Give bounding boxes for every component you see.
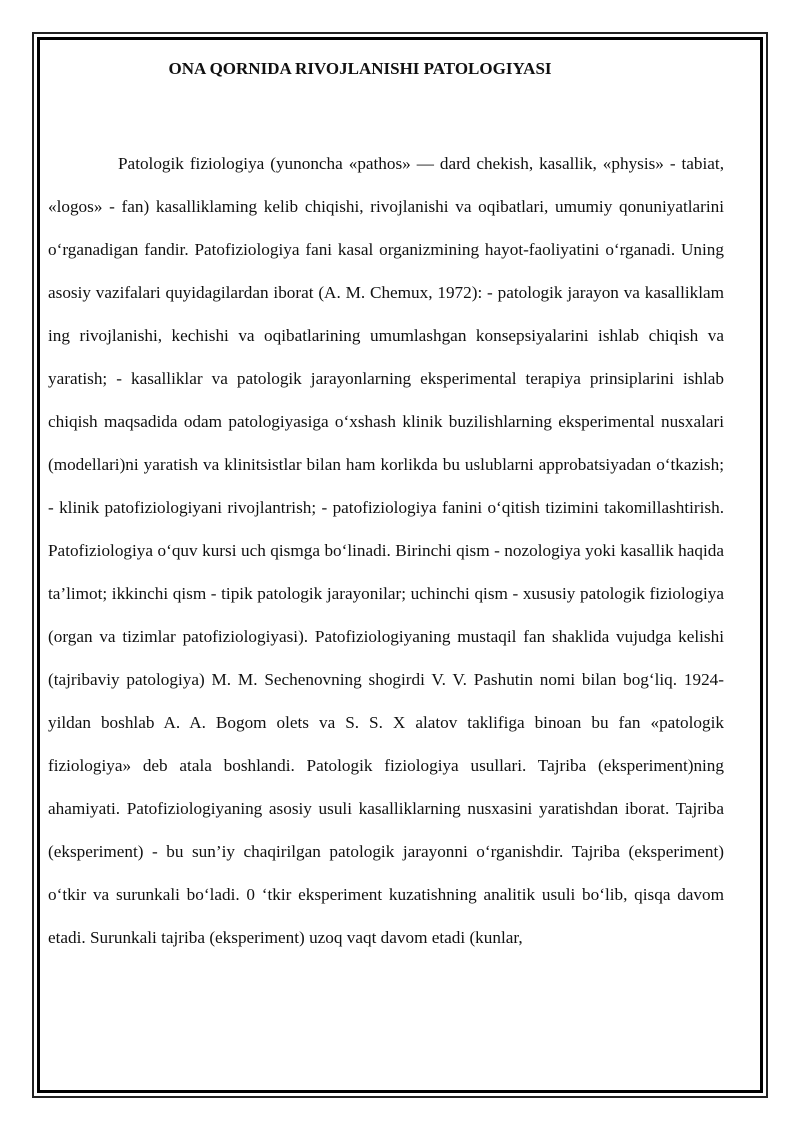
document-content [48,56,724,959]
document-title: ONA QORNIDA RIVOJLANISHI PATOLOGIYASI [168,59,552,78]
document-body-paragraph: Patologik fiziologiya (yunoncha «pathos» — dard chekish, kasallik, «physis» - tabiat, «logos» - fan) kasalliklaming kelib chiqishi, rivojlanishi va oqibatlari, umumiy qonuniyatlarini o‘rganadigan fandir. Patofiziologiya fani kasal organizmining hayot-faoliyatini o‘rganadi. Uning asosiy vazifalari quyidagilardan iborat (A. M. Chemux, 1972): - patologik jarayon va kasalliklam ing rivojlanishi, kechishi va oqibatlarining umumlashgan konsepsiyalarini ishlab chiqish va yaratish; - kasalliklar va patologik jarayonlarning eksperimental terapiya prinsiplarini ishlab chiqish maqsadida odam patologiyasiga o‘xshash klinik buzilishlarning eksperimental nusxalari (modellari)ni yaratish va klinitsistlar bilan ham korlikda bu uslublarni approbatsiyadan o‘tkazish; - klinik patofiziologiyani rivojlantrish; - patofiziologiya fanini o‘qitish tizimini takomillashtirish. Patofiziologiya o‘quv kursi uch qismga bo‘linadi. Birinchi qism - nozologiya yoki kasallik haqida ta’limot; ikkinchi qism - tipik patologik jarayonilar; uchinchi qism - xususiy patologik fiziologiya (organ va tizimlar patofiziologiyasi). Patofiziologiyaning mustaqil fan shaklida vujudga kelishi (tajribaviy patologiya) M. M. Sechenovning shogirdi V. V. Pashutin nomi bilan bog‘liq. 1924-yildan boshlab A. A. Bogom olets va S. S. X alatov taklifiga binoan bu fan «patologik fiziologiya» deb atala boshlandi. Patologik fiziologiya usullari. Tajriba (eksperiment)ning ahamiyati. Patofiziologiyaning asosiy usuli kasalliklarning nusxasini yaratishdan iborat. Tajriba (eksperiment) - bu sun’iy chaqirilgan patologik jarayonni o‘rganishdir. Tajriba (eksperiment) o‘tkir va surunkali bo‘ladi. 0 ‘tkir eksperiment kuzatishning analitik usuli bo‘lib, qisqa davom etadi. Surunkali tajriba (eksperiment) uzoq vaqt davom etadi (kunlar, [48,154,724,947]
